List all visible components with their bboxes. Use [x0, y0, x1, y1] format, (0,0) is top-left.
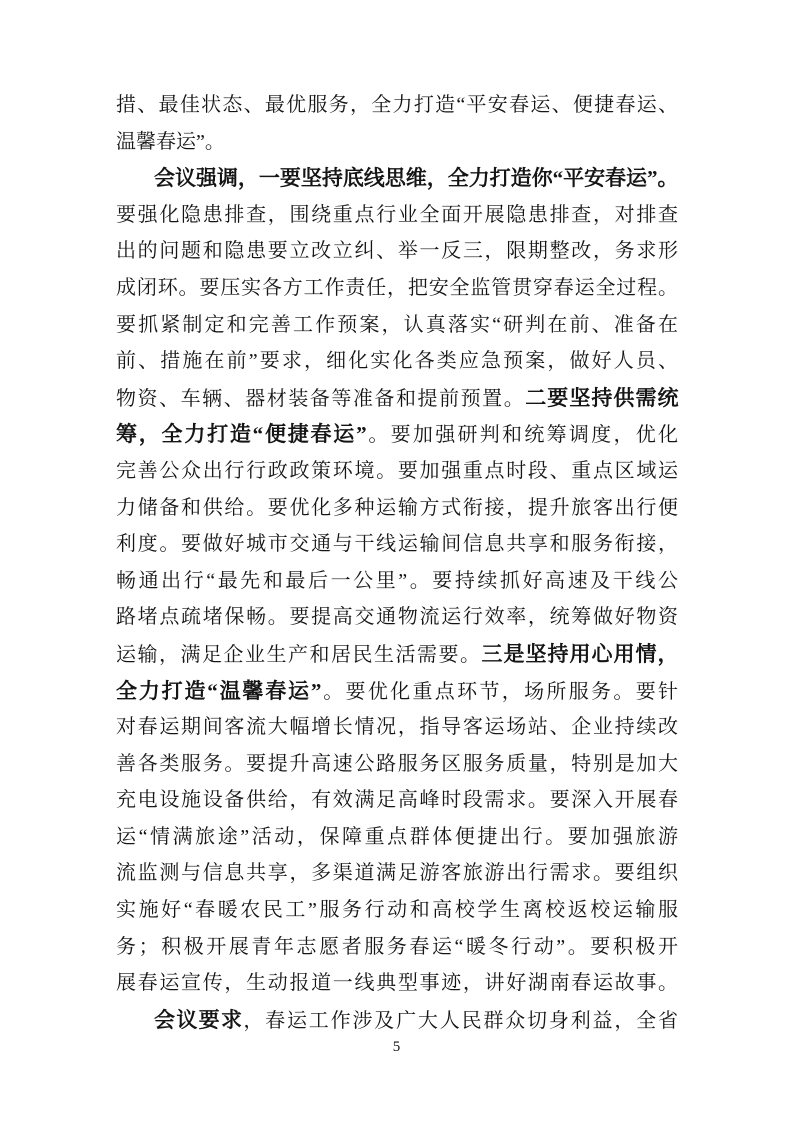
text-line — [116, 855, 678, 892]
text-line — [116, 892, 678, 929]
text-run: 成闭环。要压实各方工作责任，把安全监管贯穿春运全过程。 — [116, 276, 678, 299]
text-run: 利度。要做好城市交通与干线运输间信息共享和服务衔接， — [116, 533, 678, 556]
text-line — [116, 746, 678, 783]
text-run: 务；积极开展青年志愿者服务春运“暖冬行动”。要积极开 — [116, 935, 678, 958]
text-line — [116, 380, 678, 417]
text-line — [116, 270, 678, 307]
text-line — [116, 307, 678, 344]
text-run: 运“情满旅途”活动，保障重点群体便捷出行。要加强旅游 — [116, 825, 678, 848]
text-line — [116, 490, 678, 527]
text-line — [116, 599, 678, 636]
document-body — [116, 87, 678, 1038]
text-run: 流监测与信息共享，多渠道满足游客旅游出行需求。要组织 — [116, 862, 678, 885]
bold-text-run: 会议要求 — [154, 1007, 244, 1032]
bold-text-run: 筹，全力打造“便捷春运” — [116, 422, 367, 447]
text-line — [116, 416, 678, 453]
text-line — [116, 453, 678, 490]
text-run: 力储备和供给。要优化多种运输方式衔接，提升旅客出行便 — [116, 496, 678, 519]
text-line — [116, 819, 678, 856]
text-run: 。要加强研判和统筹调度，优化 — [366, 424, 679, 447]
page-number: 5 — [392, 1039, 401, 1055]
text-run: ，春运工作涉及广大人民群众切身利益，全省 — [243, 1009, 679, 1032]
text-line — [116, 160, 678, 197]
text-line — [116, 343, 678, 380]
text-line — [116, 965, 678, 1002]
text-line — [116, 929, 678, 966]
text-line — [116, 124, 678, 161]
text-line — [116, 197, 678, 234]
text-line — [116, 782, 678, 819]
text-line — [116, 526, 678, 563]
text-line — [116, 636, 678, 673]
text-line — [116, 673, 678, 710]
text-run: 善各类服务。要提升高速公路服务区服务质量，特别是加大 — [116, 752, 678, 775]
text-run: 畅通出行“最先和最后一公里”。要持续抓好高速及干线公 — [116, 569, 678, 592]
bold-text-run: 会议强调，一要坚持底线思维，全力打造你“平安春运”。 — [154, 166, 678, 191]
text-run: 要强化隐患排查，围绕重点行业全面开展隐患排查，对排查 — [116, 203, 678, 226]
text-run: 要抓紧制定和完善工作预案，认真落实“研判在前、准备在 — [116, 313, 678, 336]
bold-text-run: 二要坚持供需统 — [525, 385, 679, 410]
text-run: 实施好“春暖农民工”服务行动和高校学生离校返校运输服 — [116, 899, 678, 922]
text-run: 对春运期间客流大幅增长情况，指导客运场站、企业持续改 — [116, 716, 678, 739]
text-run: 物资、车辆、器材装备等准备和提前预置。 — [116, 387, 526, 410]
bold-text-run: 全力打造“温馨春运” — [116, 678, 321, 703]
text-run: 展春运宣传，生动报道一线典型事迹，讲好湖南春运故事。 — [116, 972, 678, 995]
text-run: 路堵点疏堵保畅。要提高交通物流运行效率，统筹做好物资 — [116, 606, 678, 629]
text-run: 出的问题和隐患要立改立纠、举一反三，限期整改，务求形 — [116, 240, 678, 263]
text-run: 。要优化重点环节，场所服务。要针 — [320, 680, 679, 703]
text-run: 措、最佳状态、最优服务，全力打造“平安春运、便捷春运、 — [116, 94, 678, 116]
text-run: 运输，满足企业生产和居民生活需要。 — [116, 643, 482, 666]
text-line — [116, 87, 678, 124]
text-line — [116, 233, 678, 270]
text-run: 完善公众出行行政政策环境。要加强重点时段、重点区域运 — [116, 459, 678, 482]
text-run: 充电设施设备供给，有效满足高峰时段需求。要深入开展春 — [116, 789, 678, 812]
text-line — [116, 1002, 678, 1039]
text-line — [116, 563, 678, 600]
text-line — [116, 709, 678, 746]
bold-text-run: 三是坚持用心用情， — [481, 641, 678, 666]
text-run: 前、措施在前”要求，细化实化各类应急预案，做好人员、 — [116, 350, 678, 373]
text-run: 温馨春运”。 — [116, 130, 225, 153]
